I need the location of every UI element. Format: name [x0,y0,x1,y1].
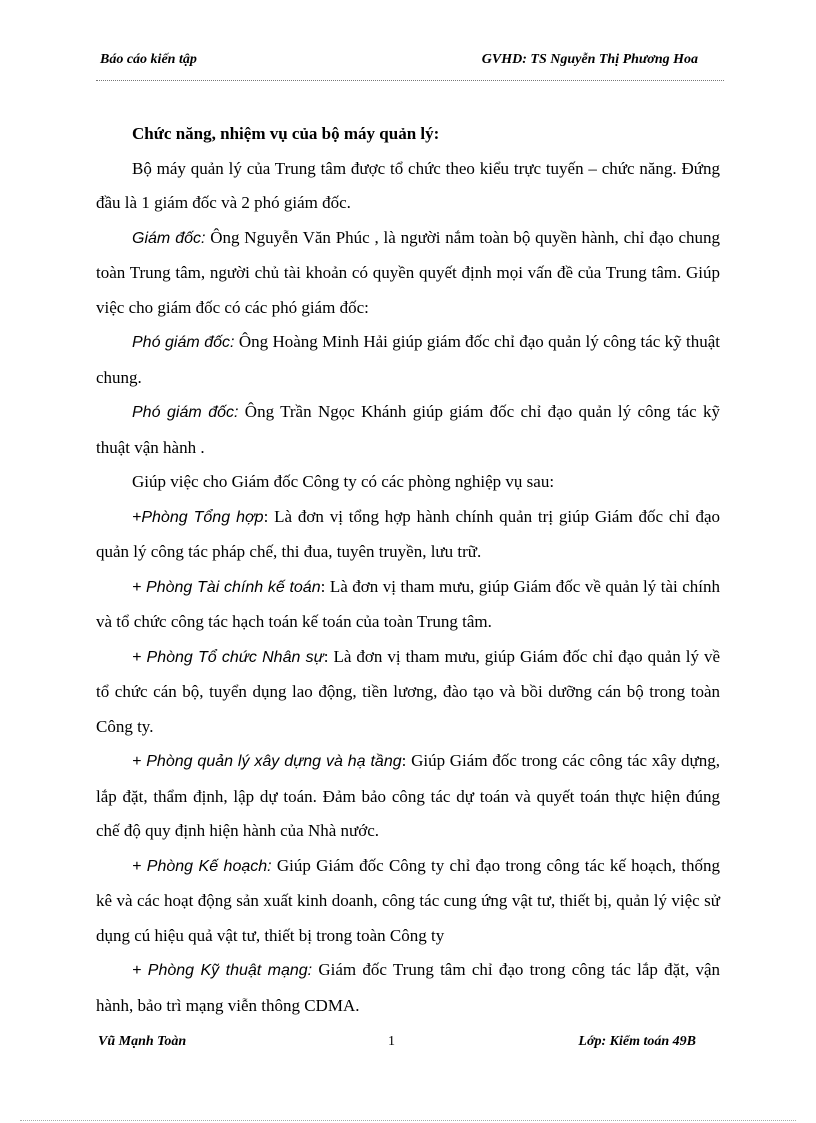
paragraph-deputy-director-1 [96,325,720,395]
header-divider [96,80,724,81]
paragraph-text: : Là đơn vị tham mưu, giúp Giám đốc chỉ đạo quản lý về tổ chức cán bộ, tuyển dụng lao động, tiền lương, đào tạo và bồi dưỡng cán bộ trong toàn Công ty. [96,646,720,736]
paragraph-human-resources [96,640,720,745]
paragraph-text: : Là đơn vị tham mưu, giúp Giám đốc về quản lý tài chính và tổ chức công tác hạch toán kế toán của toàn Trung tâm. [96,576,720,631]
paragraph-deputy-director-2 [96,395,720,465]
paragraph-text: : Là đơn vị tổng hợp hành chính quản trị giúp Giám đốc chỉ đạo quản lý công tác pháp chế, thi đua, tuyên truyền, lưu trữ. [96,506,721,561]
header-report-title: Báo cáo kiến tập [100,52,197,67]
paragraph-finance-accounting [96,570,720,640]
paragraph-planning [96,849,720,954]
document-body [96,117,720,1023]
page-footer [98,1034,696,1056]
paragraph-network-engineering [96,953,720,1023]
paragraph-director [96,221,720,326]
paragraph-construction-infrastructure [96,744,720,849]
paragraph-departments-intro [96,465,720,500]
department-term: + Phòng Tài chính kế toán [132,578,321,596]
role-term: Phó giám đốc: [132,404,239,421]
page-header [100,52,698,74]
department-term: + Phòng quản lý xây dựng và hạ tầng [132,753,402,770]
footer-author: Vũ Mạnh Toàn [98,1034,187,1049]
department-term: +Phòng Tổng hợp [132,508,264,526]
paragraph-text: Ông Nguyễn Văn Phúc , là người nắm toàn bộ quyền hành, chỉ đạo chung toàn Trung tâm, người chủ tài khoản có quyền quyết định mọi vấn đề của Trung tâm. Giúp việc cho giám đốc có các phó giám đốc: [96,227,720,317]
header-supervisor: GVHD: TS Nguyễn Thị Phương Hoa [481,52,698,67]
paragraph-text: Giúp Giám đốc Công ty chỉ đạo trong công tác kế hoạch, thống kê và các hoạt động sản xuất kinh doanh, công tác cung ứng vật tư, thiết bị, quản lý việc sử dụng cú hiệu quả vật tư, thiết bị trong toàn Công ty [96,855,721,945]
section-heading: Chức năng, nhiệm vụ của bộ máy quản lý: [132,124,440,143]
page-number: 1 [388,1034,395,1049]
paragraph-text: Giám đốc Trung tâm chỉ đạo trong công tác lắp đặt, vận hành, bảo trì mạng viễn thông CDMA. [96,960,720,1015]
role-term: Phó giám đốc: [132,334,235,351]
paragraph-intro [96,152,720,221]
role-term: Giám đốc: [132,229,206,247]
page-bottom-divider [20,1120,796,1121]
paragraph-general-affairs [96,500,720,570]
paragraph-text: Giúp việc cho Giám đốc Công ty có các phòng nghiệp vụ sau: [132,472,555,491]
paragraph-text: Ông Trần Ngọc Khánh giúp giám đốc chỉ đạo quản lý công tác kỹ thuật vận hành . [96,402,721,457]
department-term: + Phòng Kế hoạch: [132,857,272,875]
paragraph-text: : Giúp Giám đốc trong các công tác xây dựng, lắp đặt, thẩm định, lập dự toán. Đảm bảo công tác dự toán và quyết toán thực hiện đúng chế độ quy định hiện hành của Nhà nước. [96,751,720,840]
department-term: + Phòng Kỹ thuật mạng: [132,962,313,979]
paragraph-text: Ông Hoàng Minh Hải giúp giám đốc chỉ đạo quản lý công tác kỹ thuật chung. [96,332,720,387]
department-term: + Phòng Tổ chức Nhân sự [132,648,324,666]
footer-class: Lớp: Kiểm toán 49B [578,1034,696,1049]
paragraph-text: Bộ máy quản lý của Trung tâm được tổ chức theo kiểu trực tuyến – chức năng. Đứng đầu là 1 giám đốc và 2 phó giám đốc. [96,158,720,212]
